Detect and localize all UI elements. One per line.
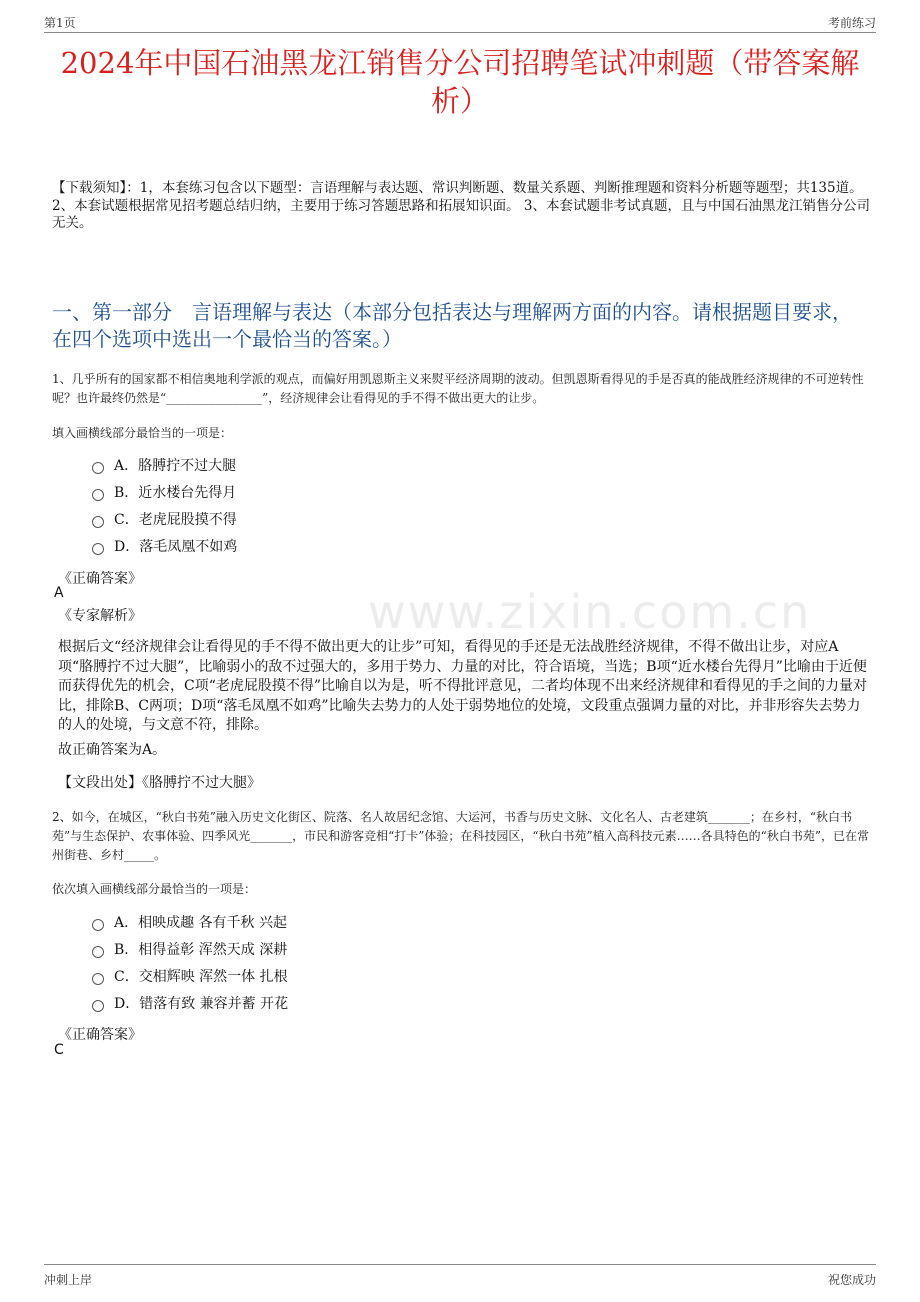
question-1-prompt: 填入画横线部分最恰当的一项是：: [52, 426, 233, 440]
radio-icon[interactable]: [92, 1000, 104, 1012]
option-label: D．落毛凤凰不如鸡: [114, 539, 238, 555]
radio-icon[interactable]: [92, 489, 104, 501]
q1-source: 【文段出处】《胳膊拧不过大腿》: [58, 775, 261, 791]
q1-option-d[interactable]: [92, 537, 237, 557]
header-label: 考前练习: [827, 16, 876, 30]
page-number: 第1页: [44, 16, 76, 30]
q1-conclusion: 故正确答案为A。: [58, 742, 167, 758]
option-label: C．老虎屁股摸不得: [114, 512, 237, 528]
q2-answer: C: [54, 1042, 64, 1058]
radio-icon[interactable]: [92, 946, 104, 958]
radio-icon[interactable]: [92, 516, 104, 528]
page-header: [44, 10, 876, 33]
radio-icon[interactable]: [92, 973, 104, 985]
q2-option-c[interactable]: [92, 967, 288, 987]
footer-right: 祝您成功: [827, 1273, 876, 1287]
q1-option-c[interactable]: [92, 510, 237, 530]
option-label: B．近水楼台先得月: [114, 485, 237, 501]
q2-answer-label: 《正确答案》: [58, 1027, 142, 1043]
page-title: 2024年中国石油黑龙江销售分公司招聘笔试冲刺题（带答案解析）: [60, 46, 860, 118]
q1-option-a[interactable]: [92, 456, 236, 476]
page-footer: [44, 1264, 876, 1287]
question-1-text: 1、几乎所有的国家都不相信奥地利学派的观点，而偏好用凯恩斯主义来熨平经济周期的波动。但凯恩斯看得见的手是否真的能战胜经济规律的不可逆转性呢？也许最终仍然是“________________”，经济规律会让看得见的手不得不做出更大的让步。: [52, 372, 864, 405]
q1-analysis: 根据后文“经济规律会让看得见的手不得不做出更大的让步”可知，看得见的手还是无法战胜经济规律，不得不做出让步，对应A项“胳膊拧不过大腿”，比喻弱小的敌不过强大的，多用于势力、力量的对比，符合语境，当选；B项“近水楼台先得月”比喻由于近便而获得优先的机会，C项“老虎屁股摸不得”比喻自以为是，听不得批评意见，二者均体现不出来经济规律和看得见的手之间的力量对比，排除B、C两项；D项“落毛凤凰不如鸡”比喻失去势力的人处于弱势地位的处境，文段重点强调力量的对比，并非形容失去势力的人的处境，与文意不符，排除。: [58, 639, 868, 733]
q2-option-d[interactable]: [92, 994, 288, 1014]
watermark: www.zixin.com.cn: [368, 585, 812, 639]
option-label: C．交相辉映 浑然一体 扎根: [114, 969, 288, 985]
option-label: A．胳膊拧不过大腿: [114, 458, 237, 474]
section-title: 一、第一部分 言语理解与表达（本部分包括表达与理解两方面的内容。请根据题目要求，在四个选项中选出一个最恰当的答案。）: [52, 300, 852, 351]
q1-answer-label: 《正确答案》: [58, 571, 142, 587]
option-label: D．错落有致 兼容并蓄 开花: [114, 996, 289, 1012]
option-label: B．相得益彰 浑然天成 深耕: [114, 942, 288, 958]
radio-icon[interactable]: [92, 462, 104, 474]
question-2-text: 2、如今，在城区，“秋白书苑”融入历史文化街区、院落、名人故居纪念馆、大运河，书香与历史文脉、文化名人、古老建筑_______；在乡村，“秋白书苑”与生态保护、农事体验、四季风光_______，市民和游客竞相“打卡”体验；在科技园区，“秋白书苑”植入高科技元素……各具特色的“秋白书苑”，已在常州街巷、乡村_____。: [52, 810, 869, 862]
download-notice: 【下载须知】：1，本套练习包含以下题型：言语理解与表达题、常识判断题、数量关系题、判断推理题和资料分析题等题型；共135道。 2、本套试题根据常见招考题总结归纳，主要用于练习答题思路和拓展知识面。 3、本套试题非考试真题，且与中国石油黑龙江销售分公司无关。: [52, 180, 870, 231]
question-2-prompt: 依次填入画横线部分最恰当的一项是：: [52, 882, 257, 896]
q1-analysis-label: 《专家解析》: [58, 608, 142, 624]
q2-option-b[interactable]: [92, 940, 287, 960]
radio-icon[interactable]: [92, 919, 104, 931]
footer-left: 冲刺上岸: [44, 1273, 93, 1287]
radio-icon[interactable]: [92, 543, 104, 555]
q1-answer: A: [54, 585, 64, 601]
option-label: A．相映成趣 各有千秋 兴起: [114, 915, 288, 931]
q1-option-b[interactable]: [92, 483, 236, 503]
q2-option-a[interactable]: [92, 913, 287, 933]
